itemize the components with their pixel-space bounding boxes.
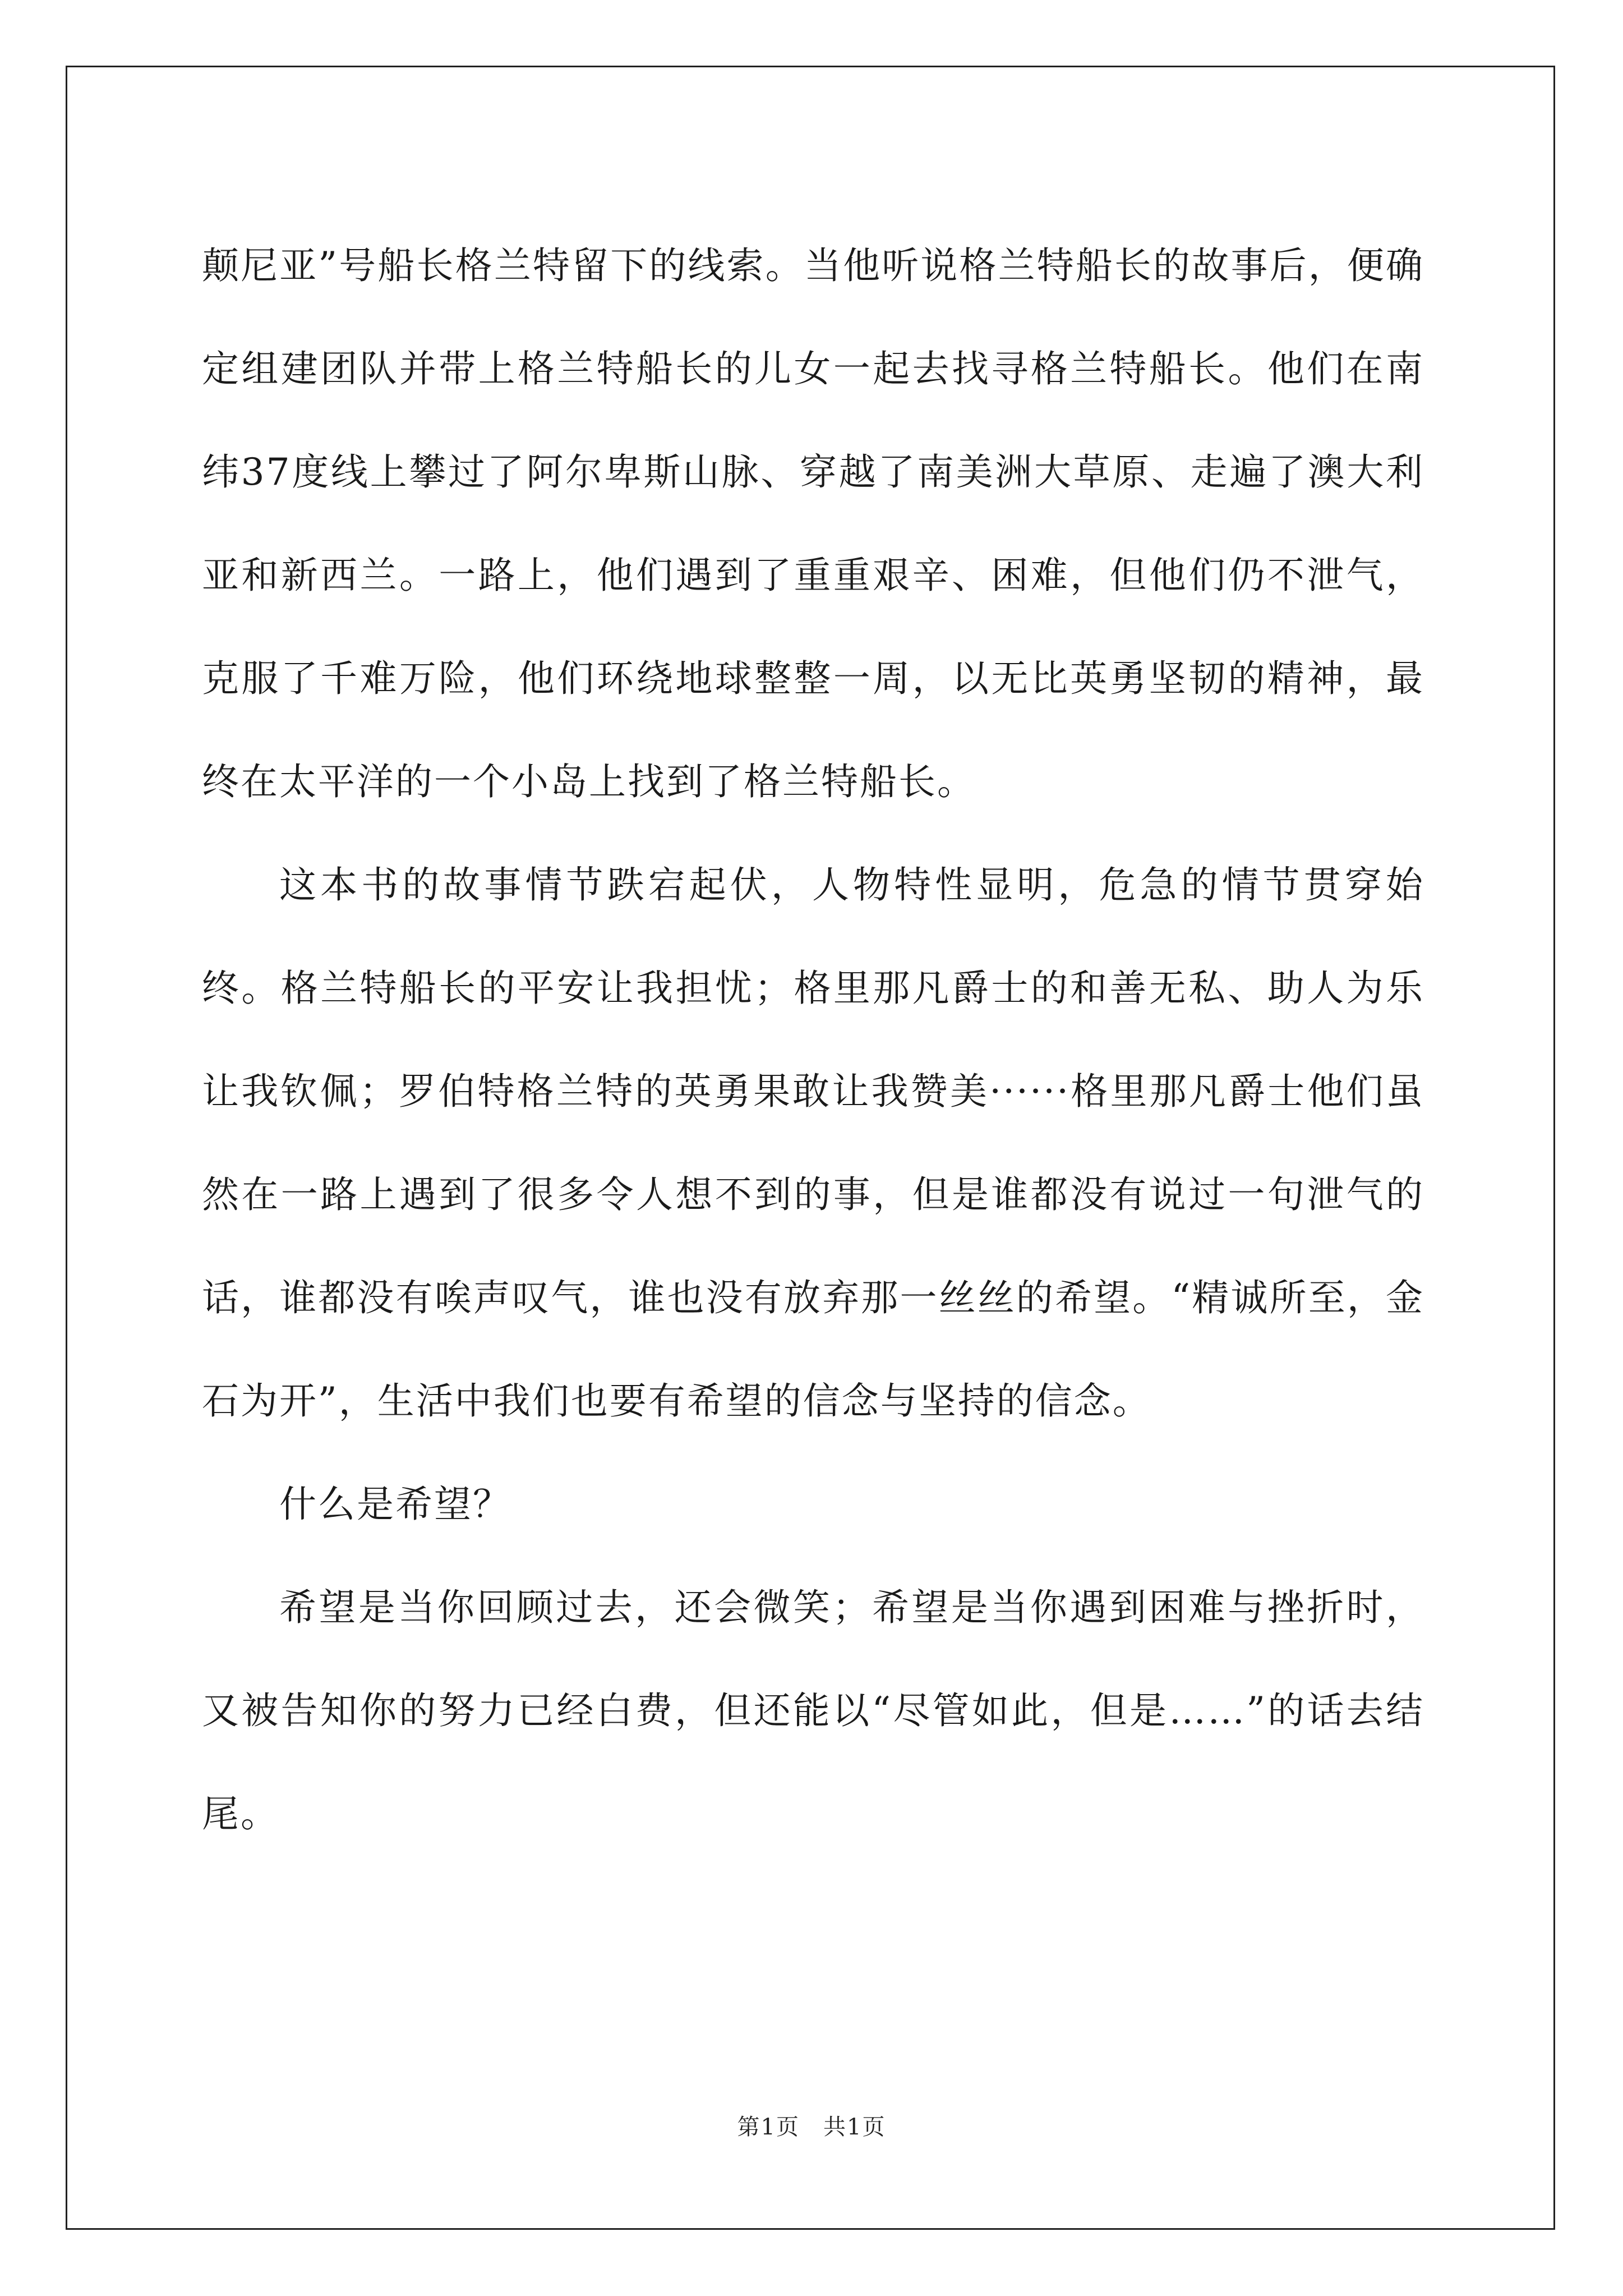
page-number-label: 第1页 共1页 [737,2114,886,2140]
paragraph-question: 什么是希望？ [279,1483,511,1526]
paragraph-answer: 希望是当你回顾过去，还会微笑；希望是当你遇到困难与挫折时，又被告知你的努力已经白费，但还能以“尽管如此，但是……”的话去结尾。 [202,1586,1424,1835]
document-body [202,214,1424,1866]
page-footer [0,2110,1623,2144]
paragraph-review: 这本书的故事情节跌宕起伏，人物特性显明，危急的情节贯穿始终。格兰特船长的平安让我担忧；格里那凡爵士的和善无私、助人为乐让我钦佩；罗伯特格兰特的英勇果敢让我赞美······格里那凡爵士他们虽然在一路上遇到了很多令人想不到的事，但是谁都没有说过一句泄气的话，谁都没有唉声叹气，谁也没有放弃那一丝丝的希望。“精诚所至，金石为开”，生活中我们也要有希望的信念与坚持的信念。 [202,863,1424,1423]
paragraph-continuation: 颠尼亚”号船长格兰特留下的线索。当他听说格兰特船长的故事后，便确定组建团队并带上格兰特船长的儿女一起去找寻格兰特船长。他们在南纬37度线上攀过了阿尔卑斯山脉、穿越了南美洲大草原、走遍了澳大利亚和新西兰。一路上，他们遇到了重重艰辛、困难，但他们仍不泄气，克服了千难万险，他们环绕地球整整一周，以无比英勇坚韧的精神，最终在太平洋的一个小岛上找到了格兰特船长。 [202,244,1424,803]
